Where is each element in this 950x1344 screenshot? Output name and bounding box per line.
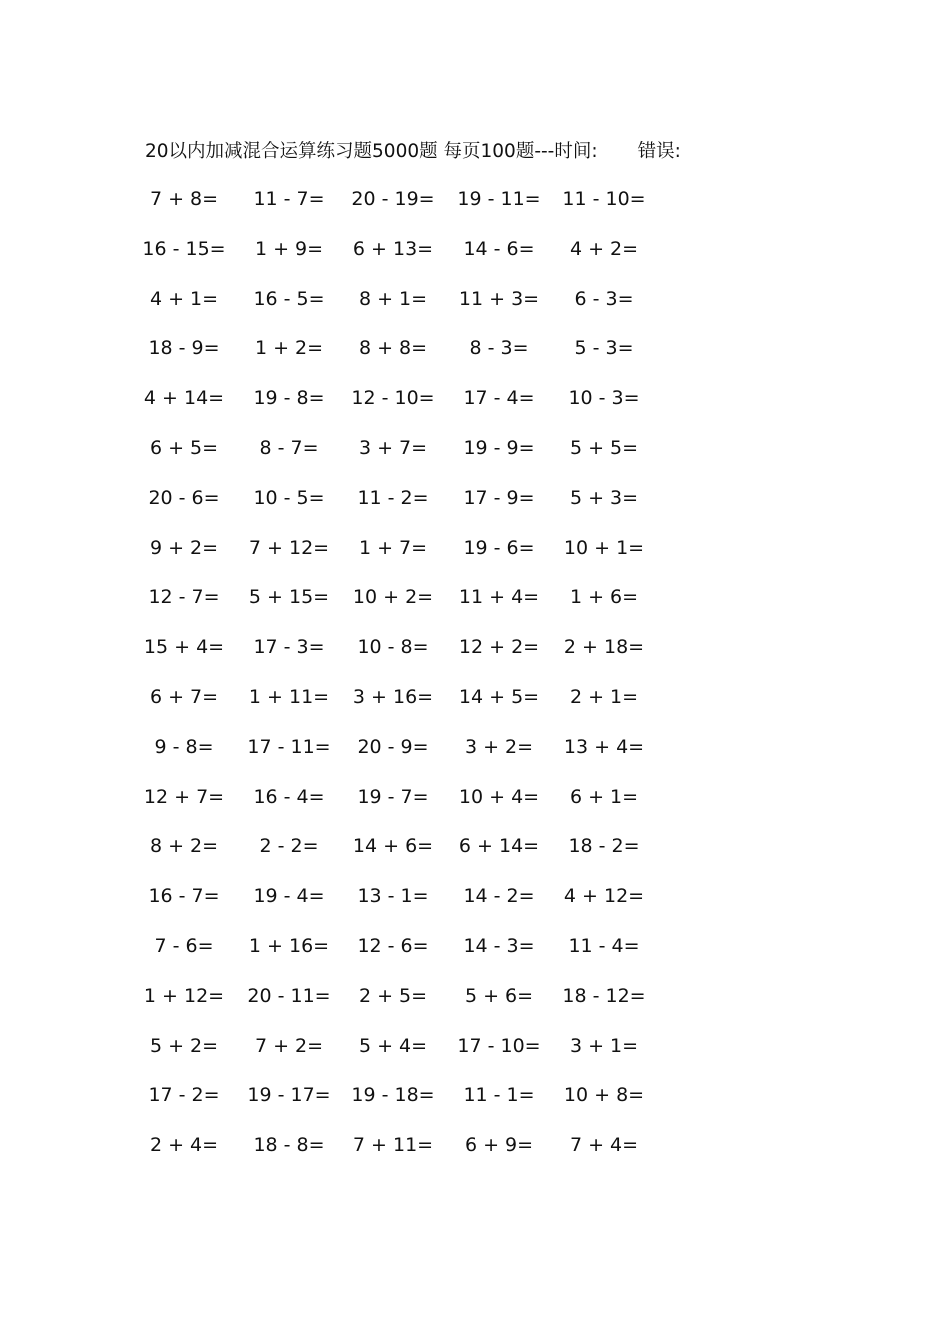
math-problem: 6 + 5=: [149, 437, 219, 459]
math-problem: 19 - 7=: [357, 785, 429, 808]
math-problem: 5 + 6=: [464, 984, 534, 1007]
math-problem: 5 + 3=: [569, 486, 639, 509]
math-problem: 4 + 12=: [563, 885, 645, 908]
math-problem: 5 + 15=: [248, 586, 330, 609]
math-problem: 1 + 2=: [254, 337, 324, 360]
math-problem: 11 - 4=: [568, 935, 640, 957]
math-problem: 7 + 11=: [352, 1134, 434, 1157]
math-problem: 18 - 12=: [562, 984, 646, 1007]
math-problem: 20 - 6=: [148, 486, 220, 509]
math-problem: 12 + 2=: [458, 636, 540, 659]
math-problem: 16 - 4=: [253, 785, 325, 808]
math-problem: 12 - 6=: [357, 935, 429, 957]
math-problem: 6 + 7=: [149, 686, 219, 708]
math-problem: 14 - 6=: [463, 237, 535, 260]
math-problem: 5 + 2=: [149, 1034, 219, 1057]
math-problem: 6 + 9=: [464, 1134, 534, 1157]
math-problem: 4 + 14=: [143, 387, 225, 410]
math-problem: 1 + 16=: [248, 935, 330, 957]
math-problem: 20 - 19=: [351, 188, 435, 210]
math-problem: 16 - 5=: [253, 287, 325, 310]
problem-row: [0, 333, 950, 363]
problem-row: [0, 184, 950, 214]
math-problem: 10 + 4=: [458, 785, 540, 808]
math-problem: 9 - 8=: [154, 735, 214, 758]
math-problem: 6 + 1=: [569, 785, 639, 808]
math-problem: 1 + 12=: [143, 984, 225, 1007]
problem-row: [0, 483, 950, 513]
math-problem: 19 - 17=: [247, 1084, 331, 1107]
problem-row: [0, 881, 950, 911]
math-problem: 18 - 8=: [253, 1134, 325, 1157]
math-problem: 10 + 8=: [563, 1084, 645, 1107]
math-problem: 2 + 18=: [563, 636, 645, 659]
math-problem: 5 - 3=: [574, 337, 634, 360]
math-problem: 1 + 7=: [358, 536, 428, 559]
problem-row: [0, 383, 950, 413]
math-problem: 1 + 6=: [569, 586, 639, 609]
math-problem: 14 + 6=: [352, 835, 434, 858]
worksheet-title: 20以内加减混合运算练习题5000题 每页100题---时间:: [145, 141, 598, 162]
math-problem: 17 - 3=: [253, 636, 325, 659]
math-problem: 11 + 4=: [458, 586, 540, 609]
math-problem: 13 - 1=: [357, 885, 429, 908]
math-problem: 19 - 6=: [463, 536, 535, 559]
math-problem: 3 + 2=: [464, 735, 534, 758]
math-problem: 14 - 3=: [463, 935, 535, 957]
math-problem: 19 - 8=: [253, 387, 325, 410]
problem-row: [0, 533, 950, 563]
math-problem: 3 + 1=: [569, 1034, 639, 1057]
math-problem: 18 - 2=: [568, 835, 640, 858]
math-problem: 3 + 7=: [358, 437, 428, 459]
problem-row: [0, 632, 950, 662]
math-problem: 8 + 1=: [358, 287, 428, 310]
math-problem: 19 - 4=: [253, 885, 325, 908]
math-problem: 11 - 1=: [463, 1084, 535, 1107]
math-problem: 20 - 9=: [357, 735, 429, 758]
math-problem: 10 - 3=: [568, 387, 640, 410]
math-problem: 5 + 5=: [569, 437, 639, 459]
math-problem: 15 + 4=: [143, 636, 225, 659]
problem-row: [0, 1031, 950, 1061]
math-problem: 11 + 3=: [458, 287, 540, 310]
math-problem: 4 + 2=: [569, 237, 639, 260]
math-problem: 16 - 15=: [142, 237, 226, 260]
math-problem: 10 - 5=: [253, 486, 325, 509]
worksheet-header: [145, 137, 681, 163]
math-problem: 12 - 10=: [351, 387, 435, 410]
problem-row: [0, 782, 950, 812]
math-problem: 6 - 3=: [574, 287, 634, 310]
math-problem: 19 - 11=: [457, 188, 541, 210]
math-problem: 13 + 4=: [563, 735, 645, 758]
math-problem: 12 - 7=: [148, 586, 220, 609]
problem-row: [0, 931, 950, 961]
math-problem: 2 + 4=: [149, 1134, 219, 1157]
math-problem: 8 - 7=: [259, 437, 319, 459]
math-problem: 7 + 8=: [149, 188, 219, 210]
problem-row: [0, 1080, 950, 1110]
math-problem: 17 - 4=: [463, 387, 535, 410]
math-problem: 17 - 9=: [463, 486, 535, 509]
math-problem: 17 - 2=: [148, 1084, 220, 1107]
math-problem: 6 + 13=: [352, 237, 434, 260]
math-problem: 18 - 9=: [148, 337, 220, 360]
math-problem: 11 - 10=: [562, 188, 646, 210]
math-problem: 5 + 4=: [358, 1034, 428, 1057]
problem-row: [0, 732, 950, 762]
problem-row: [0, 1130, 950, 1160]
math-problem: 6 + 14=: [458, 835, 540, 858]
math-problem: 14 + 5=: [458, 686, 540, 708]
math-problem: 7 + 12=: [248, 536, 330, 559]
math-problem: 11 - 2=: [357, 486, 429, 509]
math-problem: 4 + 1=: [149, 287, 219, 310]
math-problem: 8 + 2=: [149, 835, 219, 858]
math-problem: 10 + 1=: [563, 536, 645, 559]
math-problem: 7 - 6=: [154, 935, 214, 957]
math-problem: 20 - 11=: [247, 984, 331, 1007]
problem-row: [0, 234, 950, 264]
math-problem: 19 - 9=: [463, 437, 535, 459]
problem-row: [0, 582, 950, 612]
error-label: 错误:: [637, 141, 681, 162]
math-problem: 8 - 3=: [469, 337, 529, 360]
problem-row: [0, 682, 950, 712]
problem-row: [0, 831, 950, 861]
math-problem: 14 - 2=: [463, 885, 535, 908]
math-problem: 10 - 8=: [357, 636, 429, 659]
math-problem: 17 - 10=: [457, 1034, 541, 1057]
math-problem: 16 - 7=: [148, 885, 220, 908]
math-problem: 12 + 7=: [143, 785, 225, 808]
math-problem: 1 + 9=: [254, 237, 324, 260]
problem-row: [0, 981, 950, 1011]
math-problem: 7 + 4=: [569, 1134, 639, 1157]
math-problem: 2 + 1=: [569, 686, 639, 708]
math-problem: 17 - 11=: [247, 735, 331, 758]
math-problem: 9 + 2=: [149, 536, 219, 559]
problem-row: [0, 433, 950, 463]
math-problem: 3 + 16=: [352, 686, 434, 708]
math-problem: 7 + 2=: [254, 1034, 324, 1057]
math-problem: 2 - 2=: [259, 835, 319, 858]
math-problem: 8 + 8=: [358, 337, 428, 360]
math-problem: 1 + 11=: [248, 686, 330, 708]
math-problem: 2 + 5=: [358, 984, 428, 1007]
math-problem: 11 - 7=: [253, 188, 325, 210]
problem-row: [0, 284, 950, 314]
math-problem: 10 + 2=: [352, 586, 434, 609]
math-problem: 19 - 18=: [351, 1084, 435, 1107]
